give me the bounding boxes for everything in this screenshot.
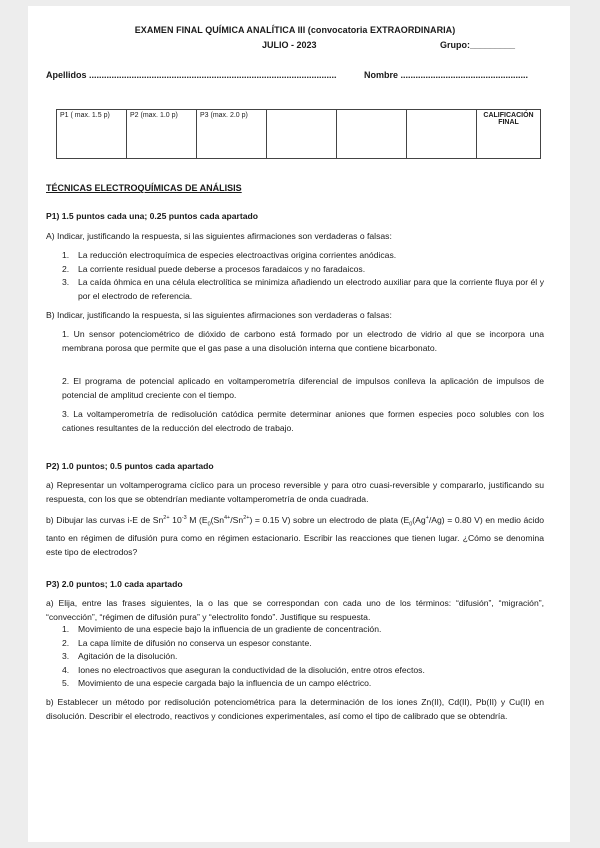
p3-a-intro: a) Elija, entre las frases siguientes, la o las que se correspondan con cada uno de los términos: “difusión”, “migración”, “convección”, “régimen de difusión pura” y “electrolito fondo”. Justifique su respuesta.: [46, 598, 544, 622]
exam-date: JULIO - 2023: [262, 40, 317, 50]
final-label-line2: FINAL: [498, 119, 519, 126]
grade-cell-empty: [407, 110, 477, 159]
apellidos-field: Apellidos ...................................................................................................: [46, 70, 337, 80]
nombre-field: Nombre ...................................................: [364, 70, 529, 80]
p1-a-list: [62, 249, 544, 303]
section-title: TÉCNICAS ELECTROQUÍMICAS DE ANÁLISIS: [46, 183, 242, 193]
grade-cell-empty: [337, 110, 407, 159]
p1-a-intro: A) Indicar, justificando la respuesta, si las siguientes afirmaciones son verdaderas o falsas:: [46, 231, 392, 241]
p2-a: a) Representar un voltamperograma cíclico para un proceso reversible y para otro cuasi-reversible y compararlo, justificando su respuesta, con los que se obtendrían mediante voltamperometría de onda cuadrada.: [46, 480, 544, 504]
p1-heading: P1) 1.5 puntos cada una; 0.25 puntos cada apartado: [46, 211, 259, 221]
grade-cell-p1: P1 ( max. 1.5 p): [57, 110, 127, 159]
exam-page: [28, 6, 570, 842]
list-item: 3. Agitación de la disolución.: [62, 651, 178, 661]
list-item: 2. La capa límite de difusión no conserva un espesor constante.: [62, 637, 312, 648]
name-line: [46, 70, 544, 80]
grade-cell-p3: P3 (max. 2.0 p): [197, 110, 267, 159]
grade-cell-p2: P2 (max. 1.0 p): [127, 110, 197, 159]
p3-b: b) Establecer un método por redisolución potenciométrica para la determinación de los iones Zn(II), Cd(II), Pb(II) y Cu(II) en disolución. Describir el electrodo, reactivos y condiciones experimentales, así como el tipo de calibrado que se obtendría.: [46, 697, 544, 721]
p3-heading: P3) 2.0 puntos; 1.0 cada apartado: [46, 579, 183, 589]
list-item: 5. Movimiento de una especie cargada bajo la influencia de un campo eléctrico.: [62, 678, 372, 688]
p1-b-intro: B) Indicar, justificando la respuesta, si las siguientes afirmaciones son verdaderas o falsas:: [46, 310, 392, 320]
exam-title: EXAMEN FINAL QUÍMICA ANALÍTICA III (convocatoria EXTRAORDINARIA): [134, 25, 456, 35]
grades-table: [56, 109, 541, 159]
p1-b-item-3: 3. La voltamperometría de redisolución catódica permite determinar aniones que formen especies poco solubles con los cationes resultantes de la reducción del electrodo de trabajo.: [62, 409, 544, 433]
p1-b-item-1: 1. Un sensor potenciométrico de dióxido de carbono está formado por un electrodo de vidrio al que se incorpora una membrana porosa que permite que el gas pase a una disolución interna que contiene bicarbonato.: [62, 329, 544, 353]
list-item: 3. La caída óhmica en una célula electrolítica se minimiza añadiendo un electrodo auxiliar para que la corriente fluya por él y por el electrodo de referencia.: [62, 277, 544, 301]
list-item: 1. Movimiento de una especie bajo la influencia de un gradiente de concentración.: [62, 624, 382, 634]
list-item: 2. La corriente residual puede deberse a procesos faradaicos y no faradaicos.: [62, 263, 366, 274]
list-item: 1. La reducción electroquímica de especies electroactivas origina corrientes anódicas.: [62, 250, 397, 260]
p1-b-item-2: 2. El programa de potencial aplicado en voltamperometría diferencial de impulsos conlleva la aplicación de impulsos de potencial de amplitud creciente con el tiempo.: [62, 376, 544, 400]
grade-cell-empty: [267, 110, 337, 159]
p3-a-list: [62, 623, 544, 691]
grupo-field: Grupo:_________: [440, 40, 516, 50]
final-label-line1: CALIFICACIÓN: [483, 112, 534, 119]
grade-cell-final: [477, 110, 541, 159]
p2-b: b) Dibujar las curvas i-E de $Sn^{2+}$ $10^{-3}$ M ($E_0(Sn^{4+}/Sn^{2+}) = 0.15$ V) sobre un electrodo de plata ($E_0(Ag^+/Ag) = 0.80$ V) en medio ácido tanto en régimen de difusión pura como en régimen estacionario. Escribir las reacciones que tienen lugar. ¿Cómo se denomina este tipo de electrodos?: [46, 514, 545, 557]
p2-heading: P2) 1.0 puntos; 0.5 puntos cada apartado: [46, 461, 214, 471]
list-item: 4. Iones no electroactivos que aseguran la conductividad de la disolución, entre otros efectos.: [62, 664, 425, 675]
